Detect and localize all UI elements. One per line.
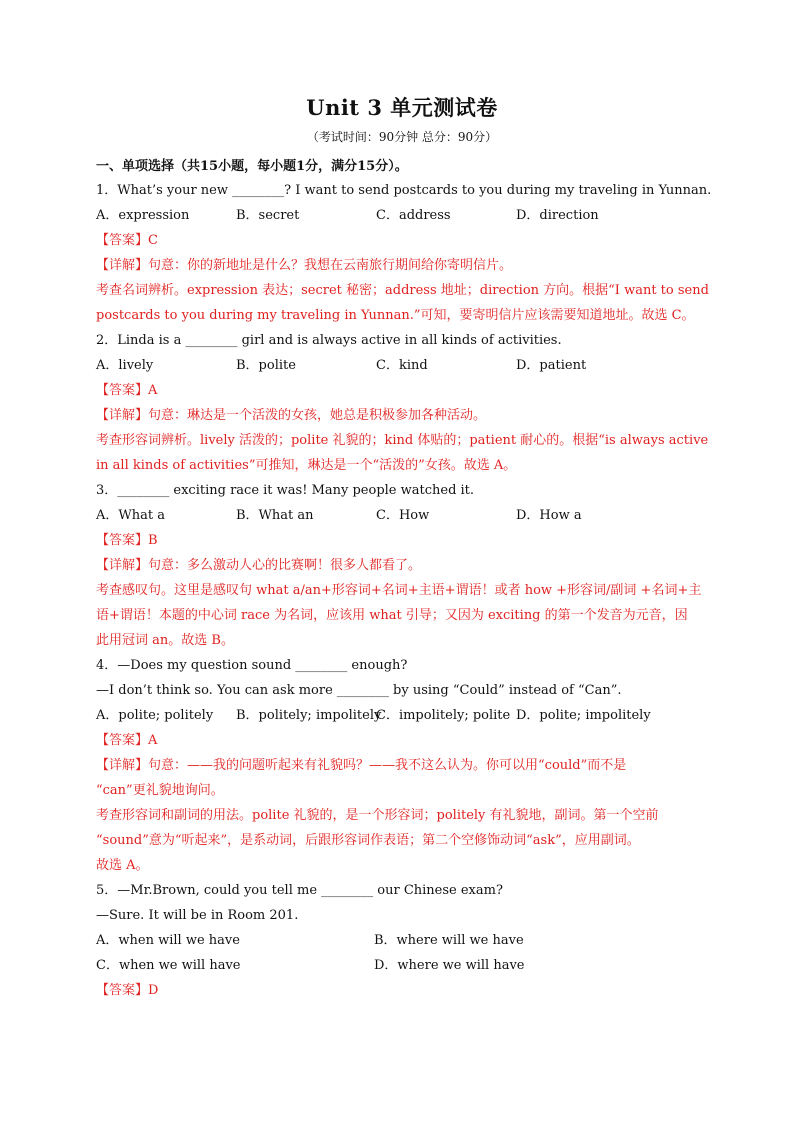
question-stem: 5．—Mr.Brown, could you tell me ________ our Chinese exam?: [96, 883, 503, 898]
question-stem: 1．What’s your new ________? I want to send postcards to you during my traveling in Yunnan.: [96, 183, 712, 198]
page-title: Unit 3 单元测试卷: [306, 95, 498, 120]
answer-line: [96, 228, 708, 253]
question-stem: 4．—Does my question sound ________ enough?: [96, 658, 408, 673]
option-c: C．How: [376, 508, 430, 523]
detail-line: [96, 553, 708, 578]
option-b: B．polite: [236, 358, 296, 373]
option-d: D．direction: [516, 208, 599, 223]
detail-line: [96, 753, 708, 778]
detail-text: 考查形容词和副词的用法。polite 礼貌的，是一个形容词；politely 有礼貌地，副词。第一个空前: [96, 808, 659, 823]
answer-value: A: [148, 383, 158, 398]
question-2: [96, 328, 708, 478]
detail-label: 【详解】: [96, 408, 149, 423]
detail-text: 句意：——我的问题听起来有礼貌吗？——我不这么认为。你可以用“could”而不是: [148, 758, 627, 773]
question-stem: 2．Linda is a ________ girl and is always active in all kinds of activities.: [96, 333, 562, 348]
detail-label: 【详解】: [96, 558, 149, 573]
detail-text: postcards to you during my traveling in Yunnan.”可知，要寄明信片应该需要知道地址。故选 C。: [96, 308, 695, 323]
question-4: [96, 653, 708, 878]
options-row: [96, 503, 708, 528]
option-a: A．expression: [96, 208, 190, 223]
answer-value: B: [148, 533, 158, 548]
options-row: [96, 953, 708, 978]
option-a: A．lively: [96, 358, 154, 373]
option-d: D．polite; impolitely: [516, 708, 651, 723]
options-row: [96, 703, 708, 728]
options-row: [96, 353, 708, 378]
option-d: D．How a: [516, 508, 582, 523]
question-stem: —I don’t think so. You can ask more ________ by using “Could” instead of “Can”.: [96, 683, 622, 698]
answer-label: 【答案】: [96, 233, 149, 248]
option-a: A．polite; politely: [96, 708, 214, 723]
answer-label: 【答案】: [96, 383, 149, 398]
detail-text: 故选 A。: [96, 858, 149, 873]
options-row: [96, 203, 708, 228]
answer-line: [96, 978, 708, 1003]
answer-label: 【答案】: [96, 983, 149, 998]
answer-line: [96, 378, 708, 403]
option-b: B．secret: [236, 208, 300, 223]
question-3: [96, 478, 708, 653]
answer-line: [96, 528, 708, 553]
detail-text: 句意：多么激动人心的比赛啊！很多人都看了。: [148, 558, 422, 573]
answer-label: 【答案】: [96, 733, 149, 748]
detail-text: 考查形容词辨析。lively 活泼的；polite 礼貌的；kind 体贴的；patient 耐心的。根据“is always active: [96, 433, 709, 448]
option-b: B．where will we have: [374, 933, 524, 948]
detail-text: 语+谓语！本题的中心词 race 为名词，应该用 what 引导；又因为 exciting 的第一个发音为元音，因: [96, 608, 688, 623]
exam-page: [96, 92, 712, 1003]
option-c: C．when we will have: [96, 958, 241, 973]
detail-text: in all kinds of activities”可推知，琳达是一个“活泼的”女孩。故选 A。: [96, 458, 517, 473]
section-heading: 一、单项选择（共15小题，每小题1分，满分15分）。: [96, 159, 408, 174]
option-b: B．politely; impolitely: [236, 708, 382, 723]
option-c: C．address: [376, 208, 451, 223]
detail-line: [96, 403, 708, 428]
detail-text: 句意：你的新地址是什么？我想在云南旅行期间给你寄明信片。: [148, 258, 513, 273]
option-c: C．kind: [376, 358, 428, 373]
detail-label: 【详解】: [96, 758, 149, 773]
detail-text: 句意：琳达是一个活泼的女孩，她总是积极参加各种活动。: [148, 408, 487, 423]
detail-line: [96, 253, 708, 278]
detail-text: “sound”意为“听起来”，是系动词，后跟形容词作表语；第二个空修饰动词“ask”，应用副词。: [96, 833, 640, 848]
options-row: [96, 928, 708, 953]
option-a: A．when will we have: [96, 933, 240, 948]
exam-info: （考试时间：90分钟 总分：90分）: [306, 130, 498, 144]
option-d: D．patient: [516, 358, 587, 373]
answer-label: 【答案】: [96, 533, 149, 548]
detail-text: 考查名词辨析。expression 表达；secret 秘密；address 地址；direction 方向。根据“I want to send: [96, 283, 709, 298]
answer-value: D: [148, 983, 159, 998]
option-b: B．What an: [236, 508, 314, 523]
option-a: A．What a: [96, 508, 165, 523]
answer-line: [96, 728, 708, 753]
question-1: [96, 178, 712, 328]
question-stem: —Sure. It will be in Room 201.: [96, 908, 299, 923]
question-5: [96, 878, 708, 1003]
detail-text: 此用冠词 an。故选 B。: [96, 633, 234, 648]
answer-value: A: [148, 733, 158, 748]
detail-text: 考查感叹句。这里是感叹句 what a/an+形容词+名词+主语+谓语！或者 how +形容词/副词 +名词+主: [96, 583, 702, 598]
option-d: D．where we will have: [374, 958, 525, 973]
answer-value: C: [148, 233, 158, 248]
option-c: C．impolitely; polite: [376, 708, 511, 723]
question-stem: 3．________ exciting race it was! Many people watched it.: [96, 483, 475, 498]
detail-label: 【详解】: [96, 258, 149, 273]
detail-text: “can”更礼貌地询问。: [96, 783, 224, 798]
